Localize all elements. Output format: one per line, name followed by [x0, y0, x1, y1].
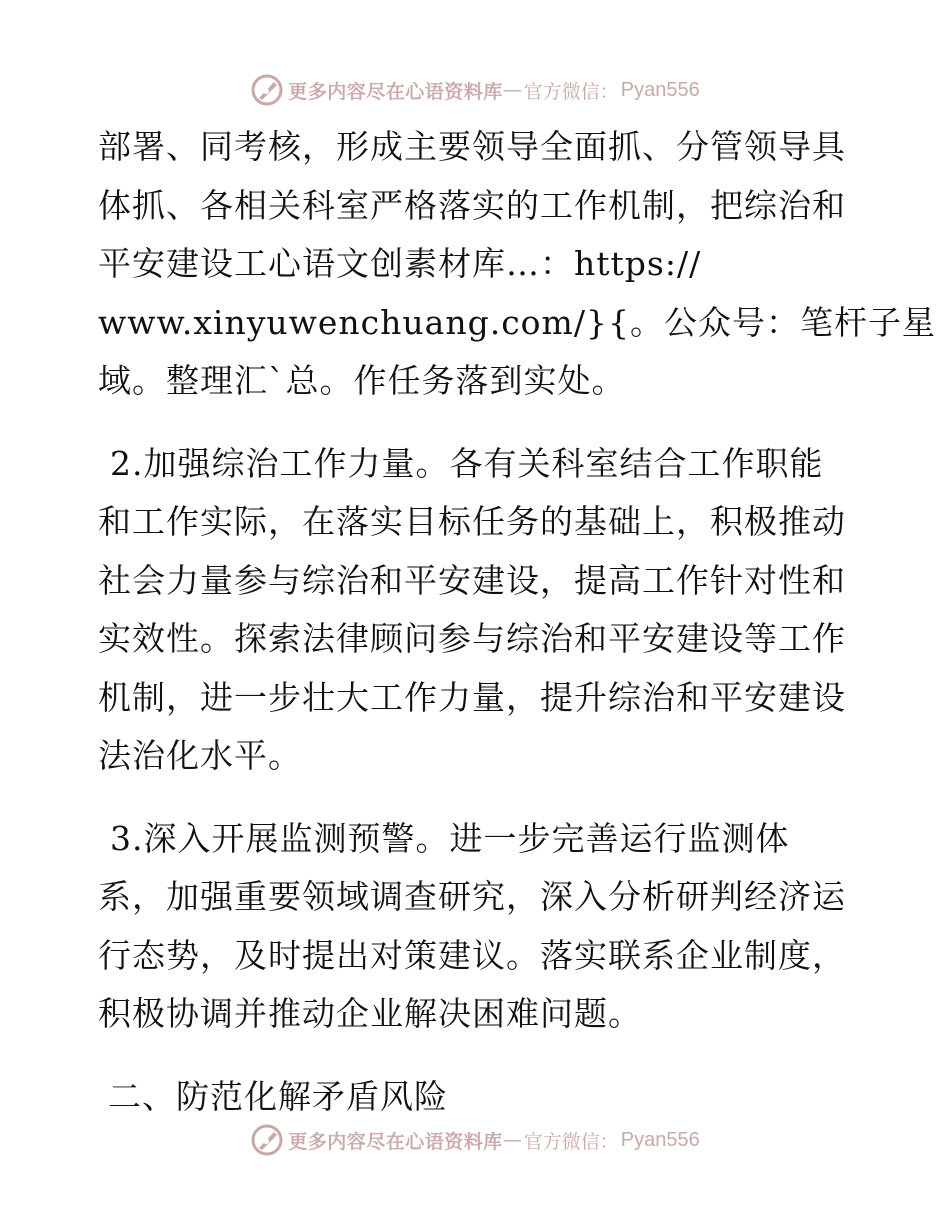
- watermark-dash: —: [502, 1129, 522, 1151]
- watermark-wechat-id: Pyan556: [620, 78, 700, 101]
- text-line: 平安建设工心语文创素材库…：https://: [98, 244, 702, 283]
- watermark-dash: —: [502, 79, 522, 101]
- watermark-wechat-label: 官方微信：: [523, 1130, 619, 1153]
- section-heading-text: 二、防范化解矛盾风险: [108, 1076, 448, 1116]
- watermark-site-text: 更多内容尽在心语资料库: [288, 80, 503, 103]
- text-line: 体抓、各相关科室严格落实的工作机制，把综治和: [98, 185, 846, 225]
- text-line: 法治化水平。: [98, 736, 302, 775]
- quill-logo-icon: [250, 73, 284, 107]
- text-line: 和工作实际，在落实目标任务的基础上，积极推动: [98, 502, 846, 541]
- text-line: 行态势，及时提出对策建议。落实联系企业制度，: [98, 935, 846, 975]
- text-line: 机制，进一步壮大工作力量，提升综治和平安建设: [98, 677, 846, 717]
- text-line: www.xinyuwenchuang.com/}{。公众号：笔杆子星: [98, 302, 936, 342]
- quill-logo-icon: [250, 1123, 284, 1157]
- text-line: 实效性。探索法律顾问参与综治和平安建设等工作: [98, 619, 846, 658]
- text-line: 系，加强重要领域调查研究，深入分析研判经济运: [98, 877, 846, 916]
- text-line: 域。整理汇`总。作任务落到实处。: [98, 361, 626, 400]
- watermark-site-text: 更多内容尽在心语资料库: [288, 1130, 503, 1153]
- watermark-wechat-id: Pyan556: [620, 1128, 700, 1151]
- section-heading: [98, 1068, 858, 1127]
- text-line: 社会力量参与综治和平安建设，提高工作针对性和: [98, 560, 846, 600]
- paragraph-2: [98, 435, 858, 786]
- header-watermark: [0, 70, 950, 110]
- document-body: [98, 118, 936, 1150]
- footer-watermark: [0, 1120, 950, 1160]
- paragraph-3: [98, 810, 858, 1044]
- text-line: 3.深入开展监测预警。进一步完善运行监测体: [110, 818, 790, 858]
- watermark-wechat-label: 官方微信：: [523, 80, 619, 103]
- text-line: 2.加强综治工作力量。各有关科室结合工作职能: [110, 443, 824, 483]
- text-line: 部署、同考核，形成主要领导全面抓、分管领导具: [98, 127, 846, 166]
- paragraph-1: [98, 118, 936, 411]
- text-line: 积极协调并推动企业解决困难问题。: [98, 994, 642, 1033]
